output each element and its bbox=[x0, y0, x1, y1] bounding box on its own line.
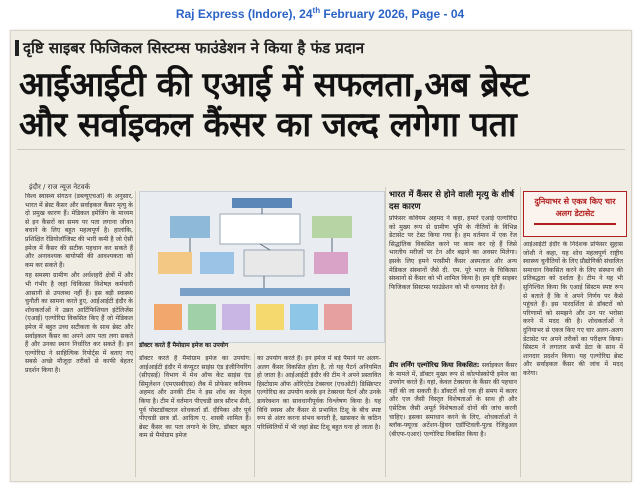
flowchart-graphic bbox=[140, 192, 384, 342]
column-rule bbox=[135, 191, 136, 477]
column-rule bbox=[385, 187, 386, 477]
paragraph: विश्व स्वास्थ्य संगठन (डब्ल्यूएचओ) के अनुसार, भारत में ब्रेस्ट कैंसर और सर्वाइकल कैंसर मृत्यु के दो प्रमुख कारण हैं। मेडिकल इमेजिंग के माध्यम से इन कैंसरों का समय पर पता लगाना जीवन बचाने के लिए बहुत महत्वपूर्ण है। हालांकि, प्रशिक्षित रेडियोलॉजिस्ट की भारी कमी है जो ऐसी इमेज में कैंसर की सटीक पहचान कर सकते हैं और अनावश्यक बायोप्सी की आवश्यकता को कम कर सकते हैं। bbox=[25, 193, 133, 269]
byline: इंदौर / राज न्यूज नेटवर्क bbox=[29, 183, 90, 191]
headline bbox=[19, 65, 629, 145]
subheading: डीप लर्निंग एल्गोरिद्म किया विकसित: bbox=[389, 361, 480, 369]
highlight-underline bbox=[534, 223, 616, 225]
kicker: दृष्टि साइबर फिजिकल सिस्टम्स फाउंडेशन ने किया है फंड प्रदान bbox=[23, 39, 365, 57]
diagram-figure bbox=[139, 191, 385, 343]
divider bbox=[17, 149, 625, 150]
caption-prefix: Raj Express (Indore), 24 bbox=[175, 7, 313, 21]
paragraph: सर्वाइकल कैंसर के मामले में, डॉक्टर मुख्य रूप से कोल्पोस्कोपी इमेज का उपयोग करते हैं। यहां, केवल टेक्सचर के कैंसर की पहचान नहीं की जा सकती है। डॉक्टरों को एक ही समय में कलर और एज जैसी विस्तृत विशेषताओं के साथ ही और एसेटिक जैसी अमूर्त विशेषताओं दोनों की जांच करनी चाहिए। इसका समाधान करने के लिए, शोधकर्ताओं ने ब्लॉक-फ्यूज्ड अटेंशन-ड्रिवन एडॉप्टिवली-पूल्ड रेजिडुअल (बीएफ-एआर) एल्गोरिद्म विकसित किया है। bbox=[389, 362, 517, 438]
highlight-text: दुनियाभर से एकत्र किए चार अलग डेटासेट bbox=[534, 197, 616, 218]
caption-sup: th bbox=[312, 6, 321, 15]
paragraph: यह समस्या ग्रामीण और अर्धशहरी क्षेत्रों में और भी गंभीर है जहां चिकित्सा विशेषज्ञ कर्मचारी आसानी से उपलब्ध नहीं हैं। इस बड़ी स्वास्थ्य चुनौती का सामना करते हुए, आईआईटी इंदौर के शोधकर्ताओं ने उन्नत आर्टिफिशियल इंटेलिजेंस (एआई) एल्गोरिद्म विकसित किए हैं जो मेडिकल इमेज में बहुत उच्च सटीकता के साथ ब्रेस्ट और सर्वाइकल कैंसर का अपने आप पता लगा सकते हैं और उनका स्थान निर्धारित कर सकते हैं। इन एल्गोरिद्म ने साहित्यिक रिपोर्ट्स में बताए गए सबसे अच्छे मौजूदा तरीकों से काफी बेहतर प्रदर्शन किया है। bbox=[25, 272, 133, 374]
kicker-bar bbox=[15, 40, 19, 56]
headline-line-1: आईआईटी की एआई में सफलता,अब ब्रेस्ट bbox=[19, 65, 529, 105]
highlight-box bbox=[523, 191, 627, 237]
article-column-4: प्रोफेसर कवियम अहमद ने कहा, हमारे एआई एल्गोरिद्म को मुख्य रूप से ग्रामीण भूमि के नीतियों के विभिन्न डेटासेट पर टेस्ट किया गया है। हम वर्तमान में एक रेंज सिद्धांतिक विकसित करने पर काम कर रहे हैं जिसे भारतीय मरीजों पर टेन और बढ़ाने का अवसर मिलेगा। इसके लिए हमने परसीमी कैंसर अस्पताल और अन्य मेडिकल संस्थानों जैसे दी. एम. पूरे भारत के चिकित्सा संस्थानों से कैंसर को भी शामिल किया है। हम दृष्टि साइबर फिजिकल सिस्टम्स फाउंडेशन को भी धन्यवाद देते हैं। bbox=[389, 215, 517, 291]
column-rule bbox=[520, 187, 521, 477]
caption-suffix: February 2026, Page - 04 bbox=[320, 7, 465, 21]
article-column-2: डॉक्टर करते हैं मैमोग्राम इमेज का उपयोग: आईआईटी इंदौर में कंप्यूटर साइंस एंड इंजीनियरिंग (सीएसई) विभाग में मेथ ऑफ केंट साइंस एंड सिमुलेशन (एमएसबीएस) लैब में प्रोफेसर कवियम अहमद और उनकी टीम ने इस शोध का नेतृत्व किया है। टीम में वर्तमान पीएचडी छात्र सौरभ सैनी, पूर्व पोस्टडॉक्टरल शोधकर्ता डॉ. दीपिका और पूर्व पीएचडी छात्र डॉ. आदित्य ए. शास्त्री शामिल हैं। ब्रेस्ट कैंसर का पता लगाने के लिए, डॉक्टर बहुत कम से मैमोग्राम इमेज bbox=[139, 355, 251, 440]
newspaper-clipping bbox=[10, 30, 632, 482]
page-caption bbox=[0, 0, 640, 22]
article-column-1 bbox=[25, 193, 133, 476]
article-column-3: का उपयोग करते हैं। इन इमेज में बड़े पैमाने पर अलग-अलग कैंसर विकसित होता है, तो यह पैटर्न अनियमित हो जाता है। आईआईटी इंदौर की टीम ने अपने प्रस्तावित हिस्टोग्राम ऑफ ओरिएंटेड टेक्सचर (एचओटी) डिस्क्रिप्टर एल्गोरिद्म का उपयोग करके इन टेक्सचर पैटर्न और उनके डायरेक्शन का सावधानीपूर्वक विश्लेषण किया है। यह विधि स्वस्थ और कैंसर से प्रभावित टिशू के बीच स्पष्ट रूप से अंतर करना संभव बनाती है, खासकर के कठिन परिस्थितियों में भी जहां ब्रेस्ट टिशू बहुत घना हो जाता है। bbox=[257, 355, 381, 431]
headline-line-2: और सर्वाइकल कैंसर का जल्द लगेगा पता bbox=[19, 105, 517, 145]
section-heading: भारत में कैंसर से होने वाली मृत्यु के शीर्ष दस कारण bbox=[389, 190, 514, 212]
figure-caption: डॉक्टर करते हैं मैमोग्राम इमेज का उपयोग bbox=[139, 342, 229, 349]
article-column-5 bbox=[389, 361, 517, 476]
column-rule bbox=[254, 353, 255, 477]
article-column-6: आईआईटी इंदौर के निदेशक प्रोफेसर सुहास जोशी ने कहा, यह शोध महत्वपूर्ण राष्ट्रीय स्वास्थ्य चुनौतियों के लिए प्रौद्योगिकी संचालित समाधान विकसित करने के लिए संस्थान की प्रतिबद्धता को दर्शाता है। टीम ने यह भी सुनिश्चित किया कि एआई सिस्टम स्पष्ट रूप से बताते हैं कि वे अपने निर्णय पर कैसे पहुंचते हैं। इस पारदर्शिता से डॉक्टरों को परिणामों को समझने और उन पर भरोसा करने में मदद की है। शोधकर्ताओं ने दुनियाभर से एकत्र किए गए चार अलग-अलग डेटासेट पर अपने तरीकों का परीक्षण किया। सिस्टम ने लगातार सभी डेटा के साथ में शानदार प्रदर्शन किया। यह एल्गोरिद्म ब्रेस्ट और सर्वाइकल कैंसर की जांच में मदद करेगा। bbox=[523, 241, 623, 377]
